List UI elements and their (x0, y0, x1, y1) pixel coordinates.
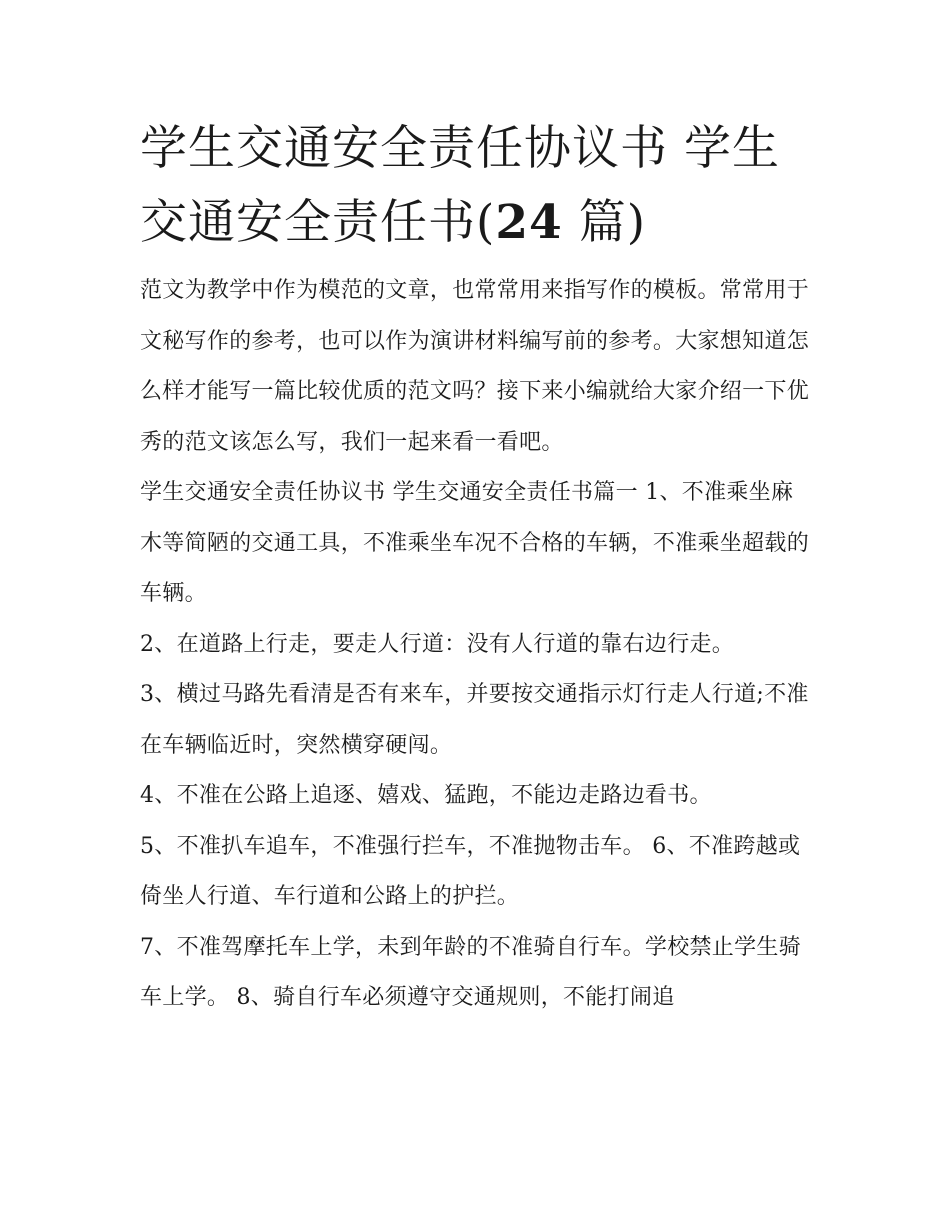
title-text-1: 学生交通安全责任协议书 学生交通安全责任书( (140, 121, 780, 250)
body-paragraph-3: 3、横过马路先看清是否有来车，并要按交通指示灯行走人行道;不准在车辆临近时，突然横穿硬闯。 (140, 682, 809, 758)
title-number: 24 (495, 195, 563, 250)
document-page (140, 112, 812, 1024)
document-title (140, 112, 812, 260)
body-paragraph-6: 7、不准驾摩托车上学，未到年龄的不准骑自行车。学校禁止学生骑车上学。 8、骑自行车必须遵守交通规则，不能打闹追 (140, 934, 801, 1010)
body-paragraph-4: 4、不准在公路上追逐、嬉戏、猛跑，不能边走路边看书。 (140, 783, 712, 808)
intro-paragraph: 范文为教学中作为模范的文章，也常常用来指写作的模板。常常用于文秘写作的参考，也可以作为演讲材料编写前的参考。大家想知道怎么样才能写一篇比较优质的范文吗？接下来小编就给大家介绍一下优秀的范文该怎么写，我们一起来看一看吧。 (140, 278, 810, 455)
title-text-2: 篇) (562, 195, 647, 250)
body-paragraph-2: 2、在道路上行走，要走人行道：没有人行道的靠右边行走。 (140, 631, 735, 657)
body-paragraph-1: 学生交通安全责任协议书 学生交通安全责任书篇一 1、不准乘坐麻木等简陋的交通工具，不准乘坐车况不合格的车辆，不准乘坐超载的车辆。 (140, 480, 810, 606)
body-paragraph-5: 5、不准扒车追车，不准强行拦车，不准抛物击车。 6、不准跨越或倚坐人行道、车行道和公路上的护拦。 (140, 833, 801, 909)
